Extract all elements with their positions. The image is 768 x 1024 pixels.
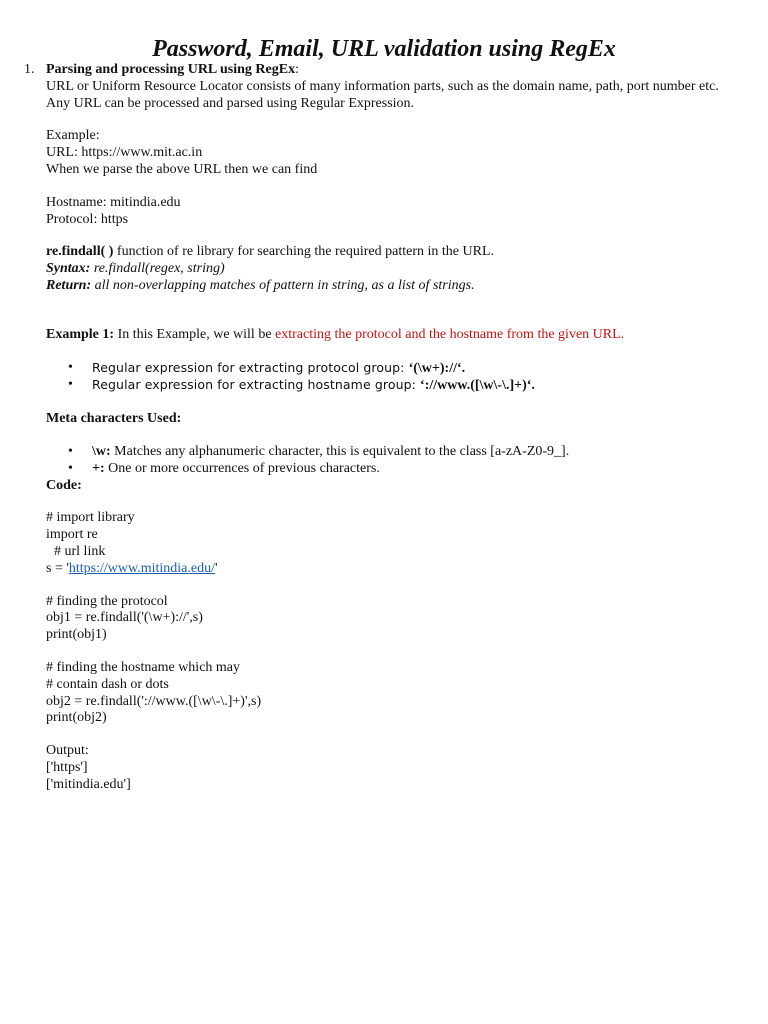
bullet-icon: • — [68, 460, 73, 476]
return-label: Return: — [46, 277, 92, 293]
example1-highlight: extracting the protocol and the hostname from the given URL — [275, 326, 621, 342]
list-item — [46, 377, 736, 395]
findall-desc: function of re library for searching the required pattern in the URL. — [113, 244, 494, 260]
code-print2: print(obj2) — [46, 710, 107, 726]
code-comment-protocol: # finding the protocol — [46, 593, 168, 609]
return-value: all non-overlapping matches of pattern in string, as a list of strings. — [91, 277, 475, 293]
meta-text: One or more occurrences of previous characters. — [104, 460, 380, 476]
bullet-icon: • — [68, 443, 73, 459]
example1-label: Example 1: — [46, 326, 115, 342]
section-number: 1. — [24, 62, 35, 77]
code-obj2-line: obj2 = re.findall('://www.([\w\-\.]+)',s) — [46, 693, 262, 709]
code-s-prefix: s = ' — [46, 560, 69, 576]
list-item — [46, 461, 736, 478]
code-comment-import: # import library — [46, 510, 135, 526]
list-item — [46, 360, 736, 378]
code-print1: print(obj1) — [46, 627, 107, 643]
syntax-label: Syntax: — [46, 261, 91, 277]
regex-bullet-text: Regular expression for extracting hostname group: — [92, 377, 421, 393]
example-label: Example: — [46, 128, 100, 144]
output-line1: ['https'] — [46, 759, 88, 775]
page-title: Password, Email, URL validation using RegEx — [152, 36, 616, 62]
section-heading-colon: : — [295, 62, 299, 77]
code-import-line: import re — [46, 527, 98, 543]
example1-end: . — [620, 326, 625, 342]
findall-description — [46, 244, 736, 261]
regex-bullet-value: ‘(\w+)://‘. — [408, 360, 466, 376]
code-comment-url: # url link — [54, 543, 106, 559]
findall-name: re.findall( ) — [46, 244, 114, 260]
section-intro: URL or Uniform Resource Locator consists of many information parts, such as the domain name, path, port number etc. Any URL can be processed and parsed using Regular Expression. — [46, 78, 719, 111]
meta-text: Matches any alphanumeric character, this is equivalent to the class [a-zA-Z0-9_]. — [110, 443, 570, 459]
protocol-line: Protocol: https — [46, 211, 129, 227]
example1-text: In this Example, we will be — [114, 326, 276, 342]
regex-bullet-list — [46, 360, 736, 396]
section-heading-line — [46, 62, 736, 79]
syntax-line — [46, 261, 736, 278]
url-link[interactable]: https://www.mitindia.edu/ — [68, 560, 215, 576]
code-obj1-line: obj1 = re.findall('(\w+)://',s) — [46, 610, 203, 626]
example-parse-line: When we parse the above URL then we can find — [46, 161, 318, 177]
output-label: Output: — [46, 743, 89, 759]
return-line — [46, 278, 736, 295]
meta-symbol: \w: — [92, 443, 111, 459]
code-heading: Code: — [46, 477, 82, 493]
code-comment-host2: # contain dash or dots — [46, 676, 169, 692]
meta-heading: Meta characters Used: — [46, 411, 182, 427]
bullet-icon: • — [68, 377, 73, 393]
code-s-suffix: ' — [214, 560, 218, 576]
syntax-value: re.findall(regex, string) — [90, 261, 225, 277]
section-url-parsing — [24, 62, 736, 794]
example-url-line: URL: https://www.mit.ac.in — [46, 145, 203, 161]
section-heading: Parsing and processing URL using RegEx — [46, 62, 296, 77]
bullet-icon: • — [68, 359, 73, 375]
meta-bullet-list — [46, 444, 736, 478]
regex-bullet-value: ‘://www.([\w\-\.]+)‘. — [420, 378, 535, 394]
meta-symbol: +: — [92, 460, 105, 476]
regex-bullet-text: Regular expression for extracting protocol group: — [92, 359, 409, 375]
list-item — [46, 444, 736, 461]
example1-line — [46, 327, 736, 344]
output-line2: ['mitindia.edu'] — [46, 776, 131, 792]
hostname-line: Hostname: mitindia.edu — [46, 194, 181, 210]
code-comment-host1: # finding the hostname which may — [46, 659, 241, 675]
code-s-line — [46, 561, 736, 578]
